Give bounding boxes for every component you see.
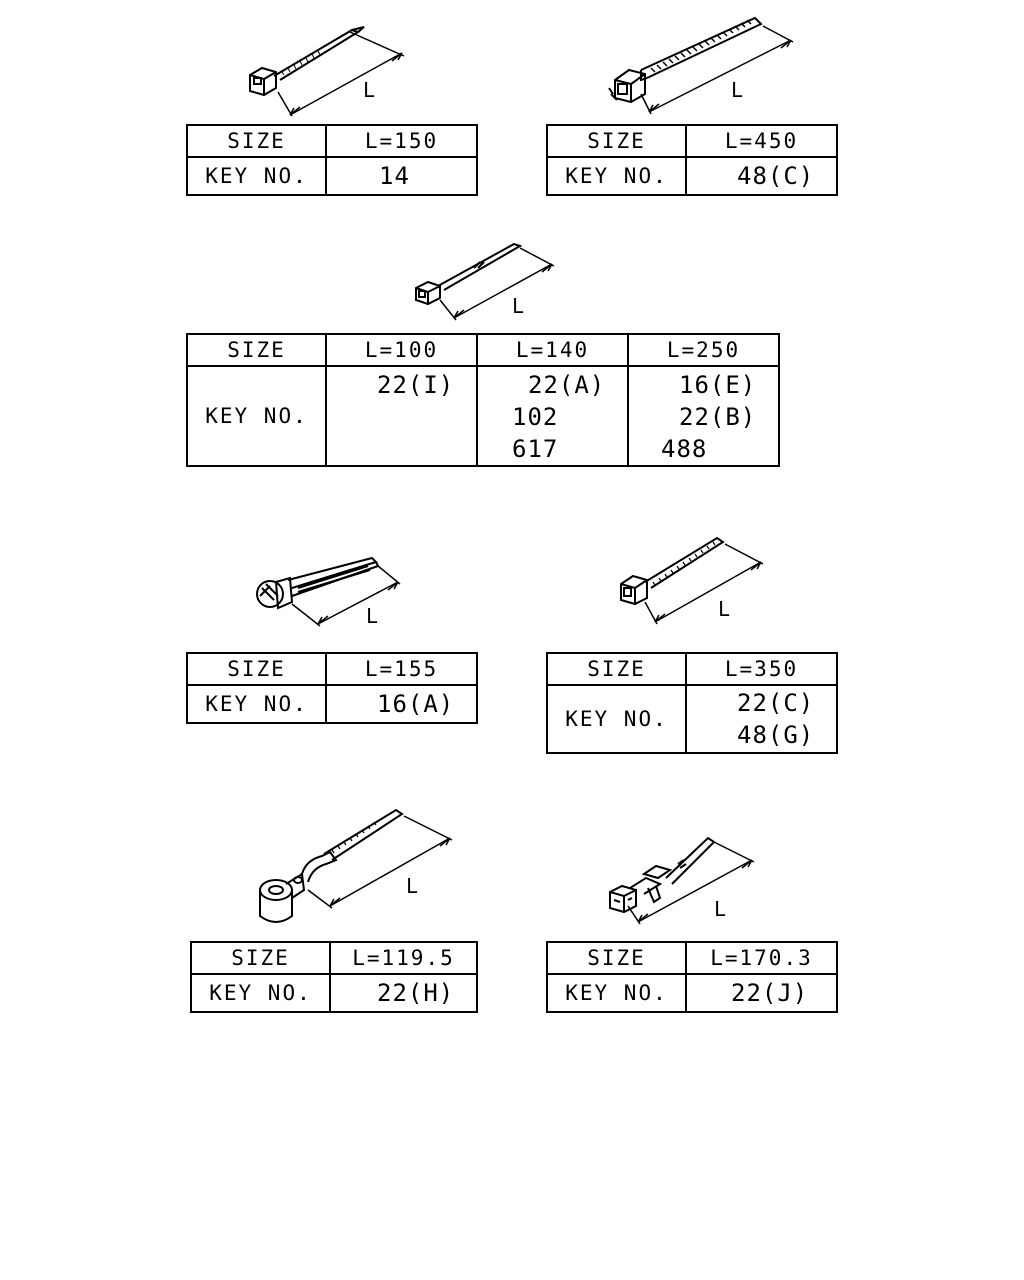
size-row bbox=[187, 125, 477, 157]
key-number: 16(A) bbox=[377, 690, 455, 718]
key-number: 48(C) bbox=[737, 162, 815, 190]
key-number: 22(H) bbox=[377, 979, 455, 1007]
size-key-table bbox=[546, 941, 838, 1013]
key-row bbox=[547, 974, 837, 1012]
key-number: 488 bbox=[661, 435, 708, 463]
size-row bbox=[191, 942, 477, 974]
size-value: L=119.5 bbox=[330, 942, 477, 974]
length-dimension-label: L bbox=[366, 604, 379, 628]
key-header: KEY NO. bbox=[547, 157, 686, 195]
cable-tie-illustration bbox=[244, 804, 460, 934]
key-number: 102 bbox=[512, 403, 559, 431]
size-header: SIZE bbox=[191, 942, 330, 974]
cable-tie-illustration bbox=[240, 20, 410, 120]
key-cell bbox=[326, 157, 477, 195]
size-header: SIZE bbox=[187, 125, 326, 157]
length-dimension-label: L bbox=[714, 897, 727, 921]
size-key-table bbox=[546, 124, 838, 196]
key-number: 22(A) bbox=[528, 371, 606, 399]
size-row bbox=[187, 334, 779, 366]
key-header: KEY NO. bbox=[547, 685, 686, 753]
key-number: 22(B) bbox=[679, 403, 757, 431]
key-header: KEY NO. bbox=[187, 366, 326, 466]
key-number: 16(E) bbox=[679, 371, 757, 399]
key-cell bbox=[326, 685, 477, 723]
size-value: L=155 bbox=[326, 653, 477, 685]
size-row bbox=[187, 653, 477, 685]
cable-tie-illustration bbox=[600, 830, 770, 930]
size-value: L=150 bbox=[326, 125, 477, 157]
cable-tie-illustration bbox=[410, 236, 570, 326]
key-header: KEY NO. bbox=[547, 974, 686, 1012]
size-key-table bbox=[186, 124, 478, 196]
key-row bbox=[187, 366, 779, 466]
key-cell bbox=[686, 974, 837, 1012]
size-header: SIZE bbox=[547, 942, 686, 974]
size-key-table bbox=[546, 652, 838, 754]
key-cell bbox=[628, 366, 779, 466]
size-key-table bbox=[190, 941, 478, 1013]
size-header: SIZE bbox=[187, 334, 326, 366]
length-dimension-label: L bbox=[731, 78, 744, 102]
key-number: 48(G) bbox=[737, 721, 815, 749]
size-value: L=250 bbox=[628, 334, 779, 366]
key-row bbox=[191, 974, 477, 1012]
cable-tie-illustration bbox=[615, 532, 775, 632]
size-key-table bbox=[186, 333, 780, 467]
length-dimension-label: L bbox=[406, 874, 419, 898]
key-row bbox=[187, 685, 477, 723]
key-cell bbox=[326, 366, 477, 466]
cable-tie-illustration bbox=[248, 552, 408, 632]
key-cell bbox=[330, 974, 477, 1012]
length-dimension-label: L bbox=[718, 597, 731, 621]
size-row bbox=[547, 125, 837, 157]
size-header: SIZE bbox=[547, 125, 686, 157]
key-number: 617 bbox=[512, 435, 559, 463]
key-header: KEY NO. bbox=[187, 157, 326, 195]
size-row bbox=[547, 942, 837, 974]
key-row bbox=[547, 157, 837, 195]
size-key-table bbox=[186, 652, 478, 724]
key-header: KEY NO. bbox=[191, 974, 330, 1012]
size-value: L=100 bbox=[326, 334, 477, 366]
cable-tie-illustration bbox=[605, 8, 805, 118]
size-value: L=450 bbox=[686, 125, 837, 157]
size-header: SIZE bbox=[547, 653, 686, 685]
size-header: SIZE bbox=[187, 653, 326, 685]
size-row bbox=[547, 653, 837, 685]
size-value: L=350 bbox=[686, 653, 837, 685]
key-number: 22(J) bbox=[731, 979, 809, 1007]
length-dimension-label: L bbox=[363, 78, 376, 102]
key-number: 22(I) bbox=[377, 371, 455, 399]
key-number: 22(C) bbox=[737, 689, 815, 717]
length-dimension-label: L bbox=[512, 294, 525, 318]
key-header: KEY NO. bbox=[187, 685, 326, 723]
key-row bbox=[187, 157, 477, 195]
key-cell bbox=[686, 157, 837, 195]
key-cell bbox=[686, 685, 837, 753]
key-row bbox=[547, 685, 837, 753]
key-cell bbox=[477, 366, 628, 466]
key-number: 14 bbox=[379, 162, 410, 190]
size-value: L=140 bbox=[477, 334, 628, 366]
size-value: L=170.3 bbox=[686, 942, 837, 974]
